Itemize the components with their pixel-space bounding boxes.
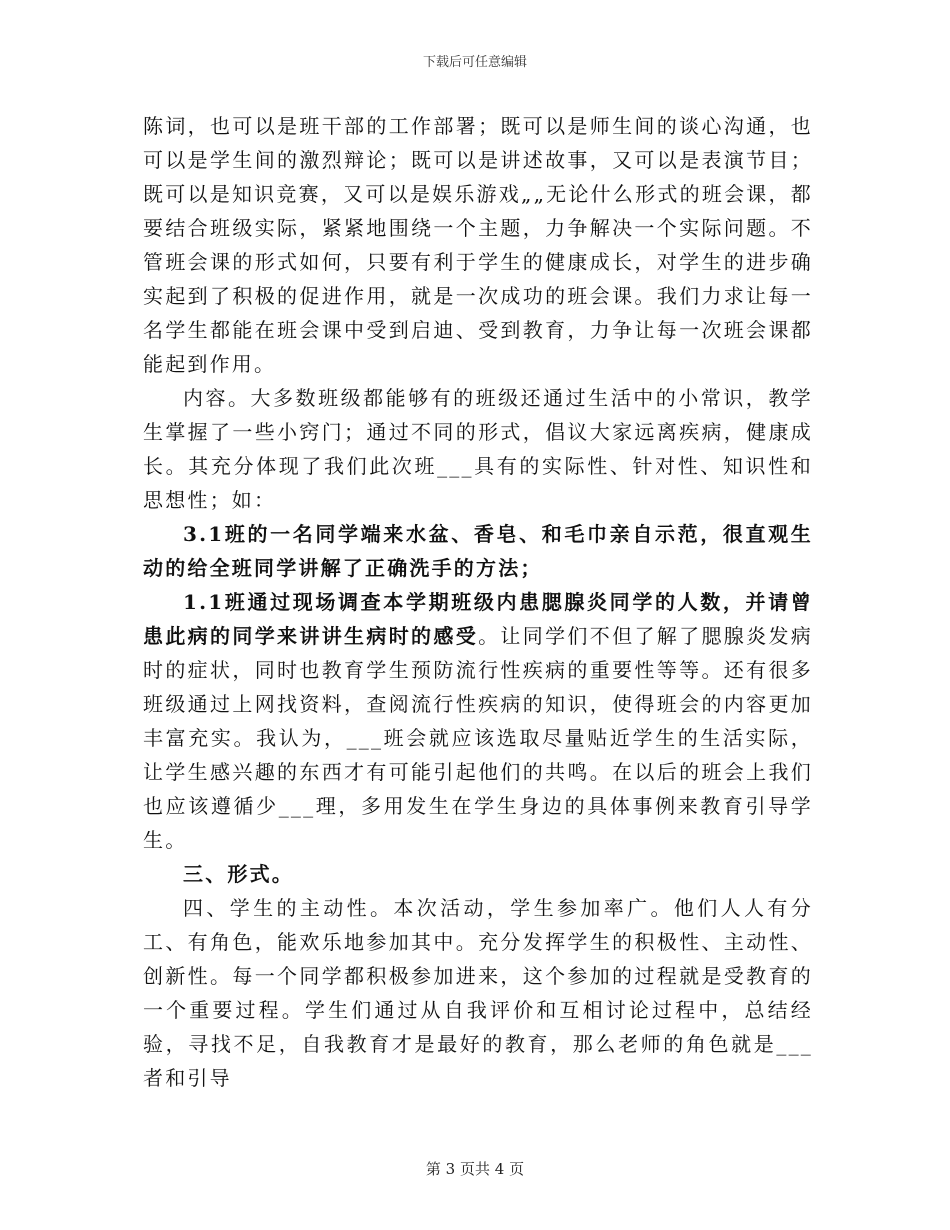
paragraph-content: 内容。大多数班级都能够有的班级还通过生活中的小常识，教学生掌握了一些小窍门；通过不同的形式，倡议大家远离疾病，健康成长。其充分体现了我们此次班___具有的实际性、针对性、知识性和思想性；如： <box>143 386 813 512</box>
paragraph-student-initiative: 四、学生的主动性。本次活动，学生参加率广。他们人人有分工、有角色，能欢乐地参加其中。充分发挥学生的积极性、主动性、创新性。每一个同学都积极参加进来，这个参加的过程就是受教育的一个重要过程。学生们通过从自我评价和互相讨论过程中，总结经验，寻找不足，自我教育才是最好的教育，那么老师的角色就是___者和引导 <box>143 896 813 1090</box>
paragraph-example-mumps-rest: 。让同学们不但了解了腮腺炎发病时的症状，同时也教育学生预防流行性疾病的重要性等等。还有很多班级通过上网找资料，查阅流行性疾病的知识，使得班会的内容更加丰富充实。我认为，___班会就应该选取尽量贴近学生的生活实际，让学生感兴趣的东西才有可能引起他们的共鸣。在以后的班会上我们也应该遵循少___理，多用发生在学生身边的具体事例来教育引导学生。 <box>143 624 814 852</box>
paragraph-format-forms: 陈词，也可以是班干部的工作部署；既可以是师生间的谈心沟通，也可以是学生间的激烈辩论；既可以是讲述故事，又可以是表演节目；既可以是知识竞赛，又可以是娱乐游戏„„无论什么形式的班会课，都要结合班级实际，紧紧地围绕一个主题，力争解决一个实际问题。不管班会课的形式如何，只要有利于学生的健康成长，对学生的进步确实起到了积极的促进作用，就是一次成功的班会课。我们力求让每一名学生都能在班会课中受到启迪、受到教育，力争让每一次班会课都能起到作用。 <box>143 114 813 376</box>
paragraph-example-mumps-bold: 1.1班通过现场调查本学期班级内患腮腺炎同学的人数，并请曾患此病的同学来讲讲生病时的感受 <box>143 590 813 648</box>
page-number: 第 3 页共 4 页 <box>425 1160 525 1178</box>
paragraph-example-mumps <box>143 585 813 857</box>
document-body <box>143 109 813 1095</box>
page-header-note: 下载后可任意编辑 <box>422 55 527 70</box>
section-heading-form: 三、形式。 <box>183 862 294 886</box>
paragraph-example-handwashing: 3.1班的一名同学端来水盆、香皂、和毛巾亲自示范，很直观生动的给全班同学讲解了正确洗手的方法； <box>143 522 813 580</box>
